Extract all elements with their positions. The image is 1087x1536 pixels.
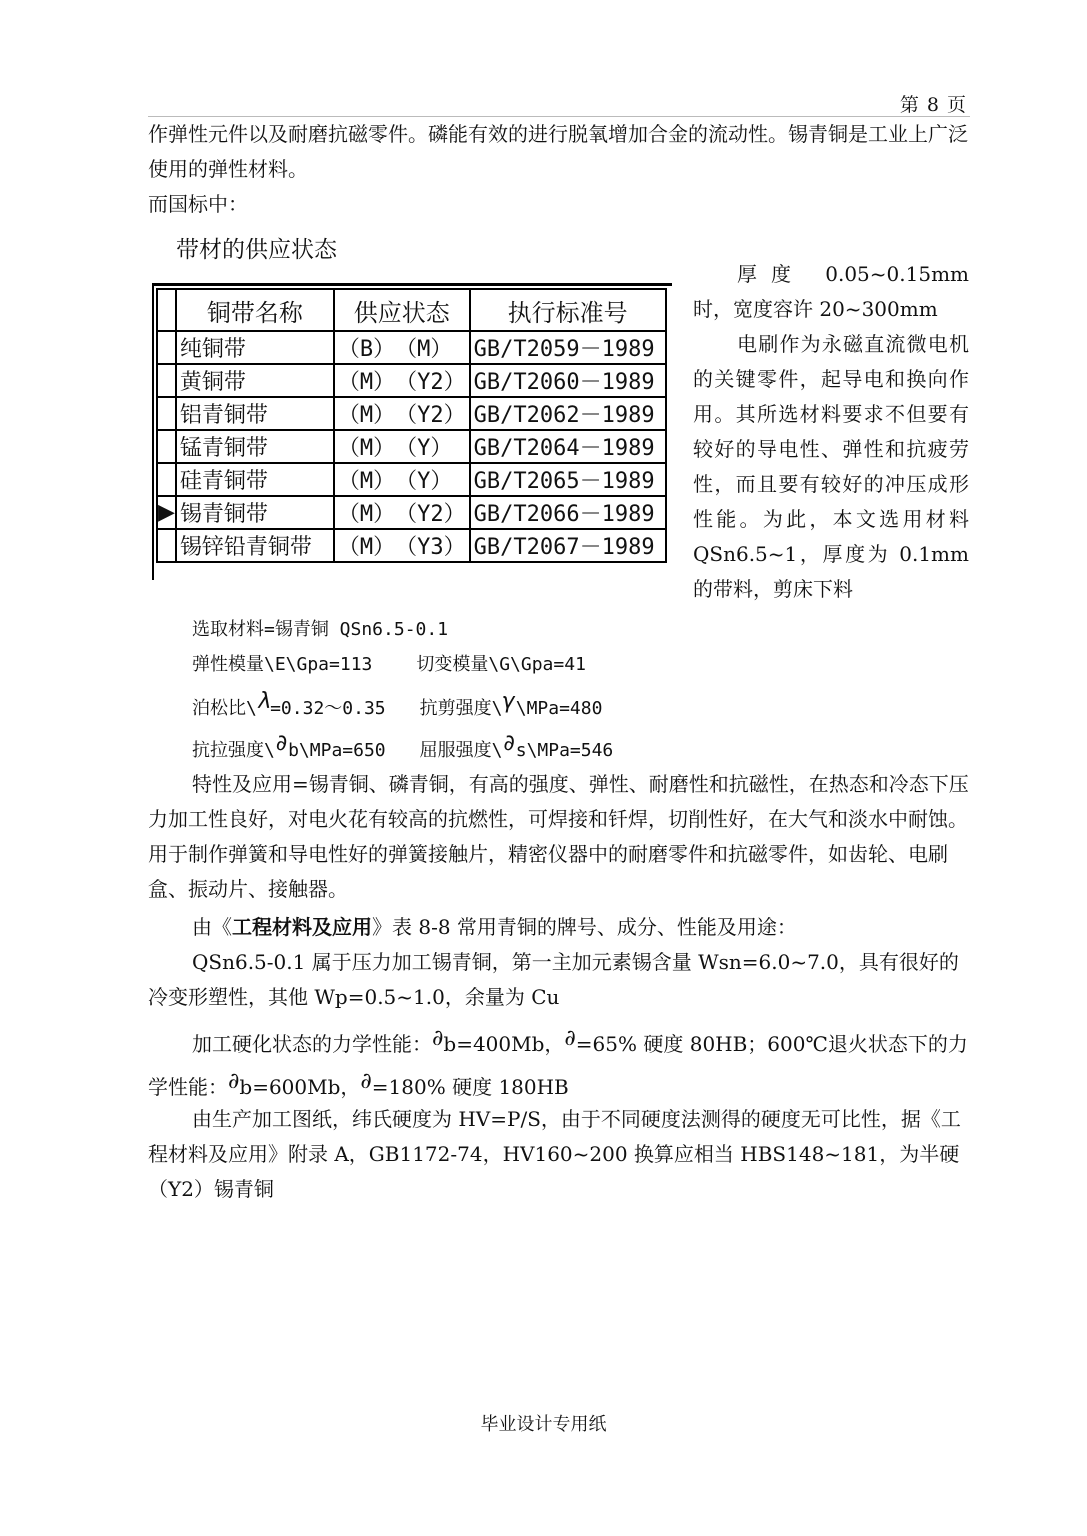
table-row <box>157 364 666 397</box>
table-row <box>157 463 666 496</box>
intro-standard-line: 而国标中： <box>148 192 248 216</box>
standard-cell: GB/T2059－1989 <box>470 331 666 364</box>
hardening-b: b=400Mb， <box>443 1032 565 1056</box>
strip-name-cell: 黄铜带 <box>176 364 334 397</box>
tensile-label: 抗拉强度\ <box>192 740 275 761</box>
poisson-value: =0.32～0.35 <box>270 698 386 719</box>
modulus-line <box>148 647 970 682</box>
strip-name-cell: 锡青铜带 <box>176 496 334 529</box>
material-line: 选取材料=锡青铜 QSn6.5-0.1 <box>192 619 449 640</box>
supply-state-cell: （M） （Y3） <box>334 529 470 562</box>
table-row-selected <box>157 496 666 529</box>
brush-material-note: 电刷作为永磁直流微电机的关键零件，起导电和换向作用。其所选材料要求不但要有较好的导电性、弹性和抗疲劳性，而且要有较好的冲压成形性能。为此，本文选用材料 QSn6.5~1，厚度为 0.1mm 的带料，剪床下料 <box>693 332 969 601</box>
table-row <box>157 529 666 562</box>
table-top-rule <box>152 283 672 286</box>
table-caption: 带材的供应状态 <box>176 237 337 263</box>
hardening-label: 加工硬化状态的力学性能： <box>192 1032 432 1056</box>
poisson-label: 泊松比\ <box>192 698 257 719</box>
column-header-standard: 执行标准号 <box>470 289 666 331</box>
gamma-symbol: γ <box>502 689 516 714</box>
standard-cell: GB/T2065－1989 <box>470 463 666 496</box>
partial-symbol: ∂ <box>564 1026 576 1051</box>
supply-state-cell: （M） （Y） <box>334 463 470 496</box>
table-row <box>157 430 666 463</box>
side-notes <box>693 257 969 607</box>
yield-label: 屈服强度\ <box>419 740 503 761</box>
shear-modulus: 切变模量\G\Gpa=41 <box>416 654 586 675</box>
partial-symbol: ∂ <box>360 1069 372 1094</box>
features-paragraph: 特性及应用=锡青铜、磷青铜，有高的强度、弹性、耐磨性和抗磁性，在热态和冷态下压力加工性良好，对电火花有较高的抗燃性，可焊接和钎焊，切削性好，在大气和淡水中耐蚀。用于制作弹簧和导电性好的弹簧接触片，精密仪器中的耐磨零件和抗磁零件，如齿轮、电刷盒、振动片、接触器。 <box>148 772 969 901</box>
supply-state-cell: （M） （Y2） <box>334 496 470 529</box>
reference-prefix: 由《 <box>192 915 232 939</box>
table-left-rule <box>152 286 154 580</box>
standard-cell: GB/T2062－1989 <box>470 397 666 430</box>
shear-strength-label: 抗剪强度\ <box>419 698 503 719</box>
partial-symbol: ∂ <box>502 731 516 756</box>
supply-state-cell: （B） （M） <box>334 331 470 364</box>
thickness-note: 厚度 0.05~0.15mm 时，宽度容许 20~300mm <box>693 262 969 321</box>
row-selector <box>157 331 176 364</box>
shear-strength-value: \MPa=480 <box>515 698 603 719</box>
strip-name-cell: 纯铜带 <box>176 331 334 364</box>
supply-state-cell: （M） （Y2） <box>334 364 470 397</box>
intro-paragraph: 作弹性元件以及耐磨抗磁零件。磷能有效的进行脱氧增加合金的流动性。锡青铜是工业上广泛使用的弹性材料。 <box>148 122 968 181</box>
standard-cell: GB/T2067－1989 <box>470 529 666 562</box>
standard-cell: GB/T2060－1989 <box>470 364 666 397</box>
column-header-name: 铜带名称 <box>176 289 334 331</box>
supply-state-cell: （M） （Y2） <box>334 397 470 430</box>
hardness-conclusion: 由生产加工图纸，纬氏硬度为 HV=P/S，由于不同硬度法测得的硬度无可比性，据《工程材料及应用》附录 A，GB1172-74，HV160~200 换算应相当 HBS148~181，为半硬（Y2）锡青铜 <box>148 1107 961 1201</box>
yield-value: s\MPa=546 <box>515 740 614 761</box>
strip-name-cell: 硅青铜带 <box>176 463 334 496</box>
hardening-d: b=600Mb， <box>239 1075 361 1099</box>
partial-symbol: ∂ <box>228 1069 240 1094</box>
row-selected-marker-icon: ▶ <box>157 496 176 529</box>
strip-name-cell: 锰青铜带 <box>176 430 334 463</box>
row-selector <box>157 289 176 331</box>
table-row <box>157 397 666 430</box>
strength-line <box>148 732 970 768</box>
strip-name-cell: 锡锌铅青铜带 <box>176 529 334 562</box>
column-header-state: 供应状态 <box>334 289 470 331</box>
hardening-c: =65% 硬度 80HB；600℃退火状态下的力学性能： <box>148 1032 968 1099</box>
supply-state-cell: （M） （Y） <box>334 430 470 463</box>
table-header-row <box>157 289 666 331</box>
supply-state-table <box>156 288 667 563</box>
page-number: 第 8 页 <box>899 94 967 116</box>
reference-suffix: 》表 8-8 常用青铜的牌号、成分、性能及用途： <box>372 915 797 939</box>
strip-name-cell: 铝青铜带 <box>176 397 334 430</box>
elastic-modulus: 弹性模量\E\Gpa=113 <box>192 654 373 675</box>
poisson-shear-line <box>148 690 970 726</box>
row-selector <box>157 364 176 397</box>
reference-line <box>148 910 970 945</box>
hardening-paragraph <box>148 1023 970 1109</box>
standard-cell: GB/T2066－1989 <box>470 496 666 529</box>
hardening-e: =180% 硬度 180HB <box>371 1075 569 1099</box>
standard-cell: GB/T2064－1989 <box>470 430 666 463</box>
tensile-value: b\MPa=650 <box>288 740 386 761</box>
table-row <box>157 331 666 364</box>
row-selector <box>157 463 176 496</box>
lambda-symbol: λ <box>256 689 271 714</box>
book-title: 工程材料及应用 <box>232 915 372 939</box>
partial-symbol: ∂ <box>432 1026 444 1051</box>
row-selector <box>157 529 176 562</box>
row-selector <box>157 397 176 430</box>
footer-text: 毕业设计专用纸 <box>480 1414 607 1435</box>
partial-symbol: ∂ <box>274 731 289 756</box>
row-selector <box>157 430 176 463</box>
qsn-paragraph: QSn6.5-0.1 属于压力加工锡青铜，第一主加元素锡含量 Wsn=6.0~7.0，具有很好的冷变形塑性，其他 Wp=0.5~1.0，余量为 Cu <box>148 950 959 1009</box>
